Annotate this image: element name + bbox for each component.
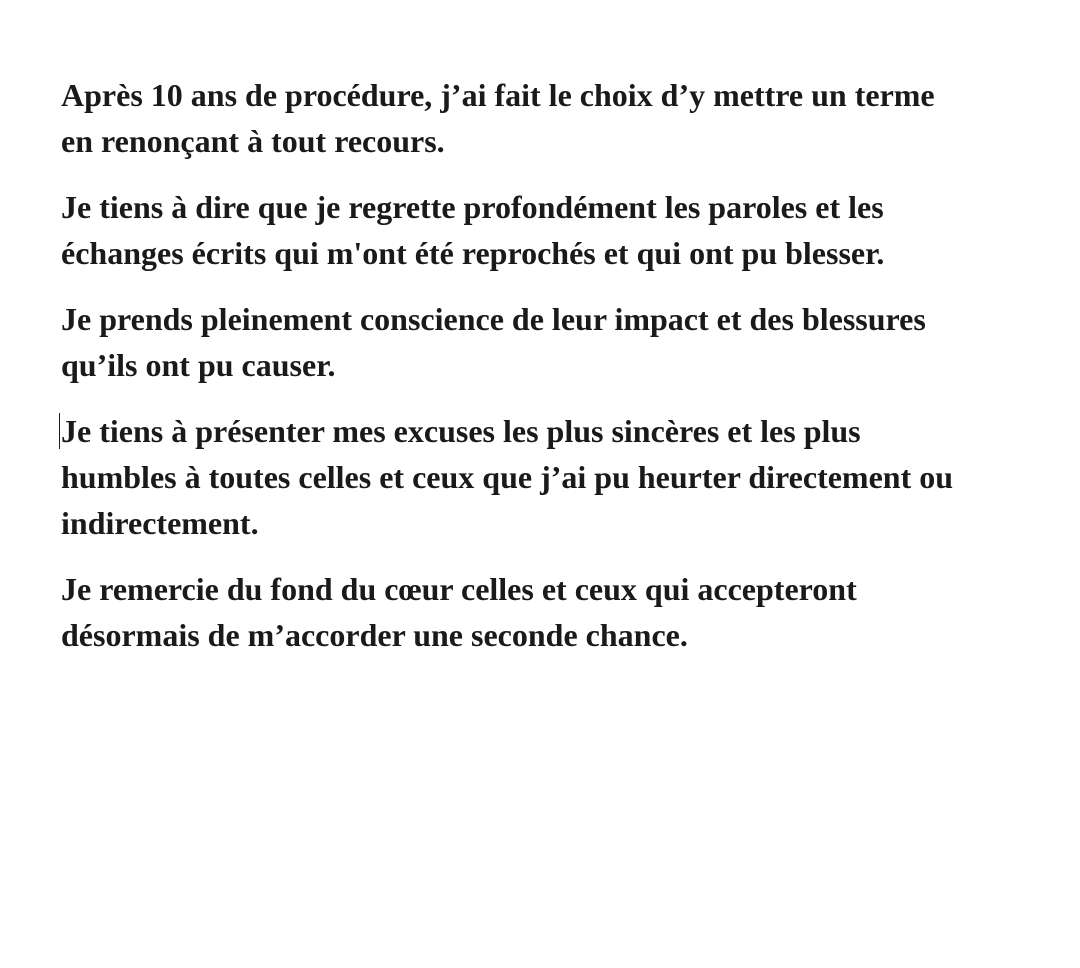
caret-paragraph-wrapper xyxy=(61,408,1071,546)
paragraph-regret: Je tiens à dire que je regrette profondément les paroles et les échanges écrits qui m'ont été reprochés et qui ont pu blesser. xyxy=(61,189,885,271)
paragraph-awareness: Je prends pleinement conscience de leur impact et des blessures qu’ils ont pu causer. xyxy=(61,301,926,383)
document-body[interactable] xyxy=(61,72,1071,678)
paragraph-thanks: Je remercie du fond du cœur celles et ceux qui accepteront désormais de m’accorder une seconde chance. xyxy=(61,571,857,653)
paragraph-apology: Je tiens à présenter mes excuses les plus sincères et les plus humbles à toutes celles et ceux que j’ai pu heurter directement ou indirectement. xyxy=(61,413,954,541)
text-cursor xyxy=(59,413,60,449)
paragraph-end-of-procedure: Après 10 ans de procédure, j’ai fait le choix d’y mettre un terme en renonçant à tout recours. xyxy=(61,77,935,159)
